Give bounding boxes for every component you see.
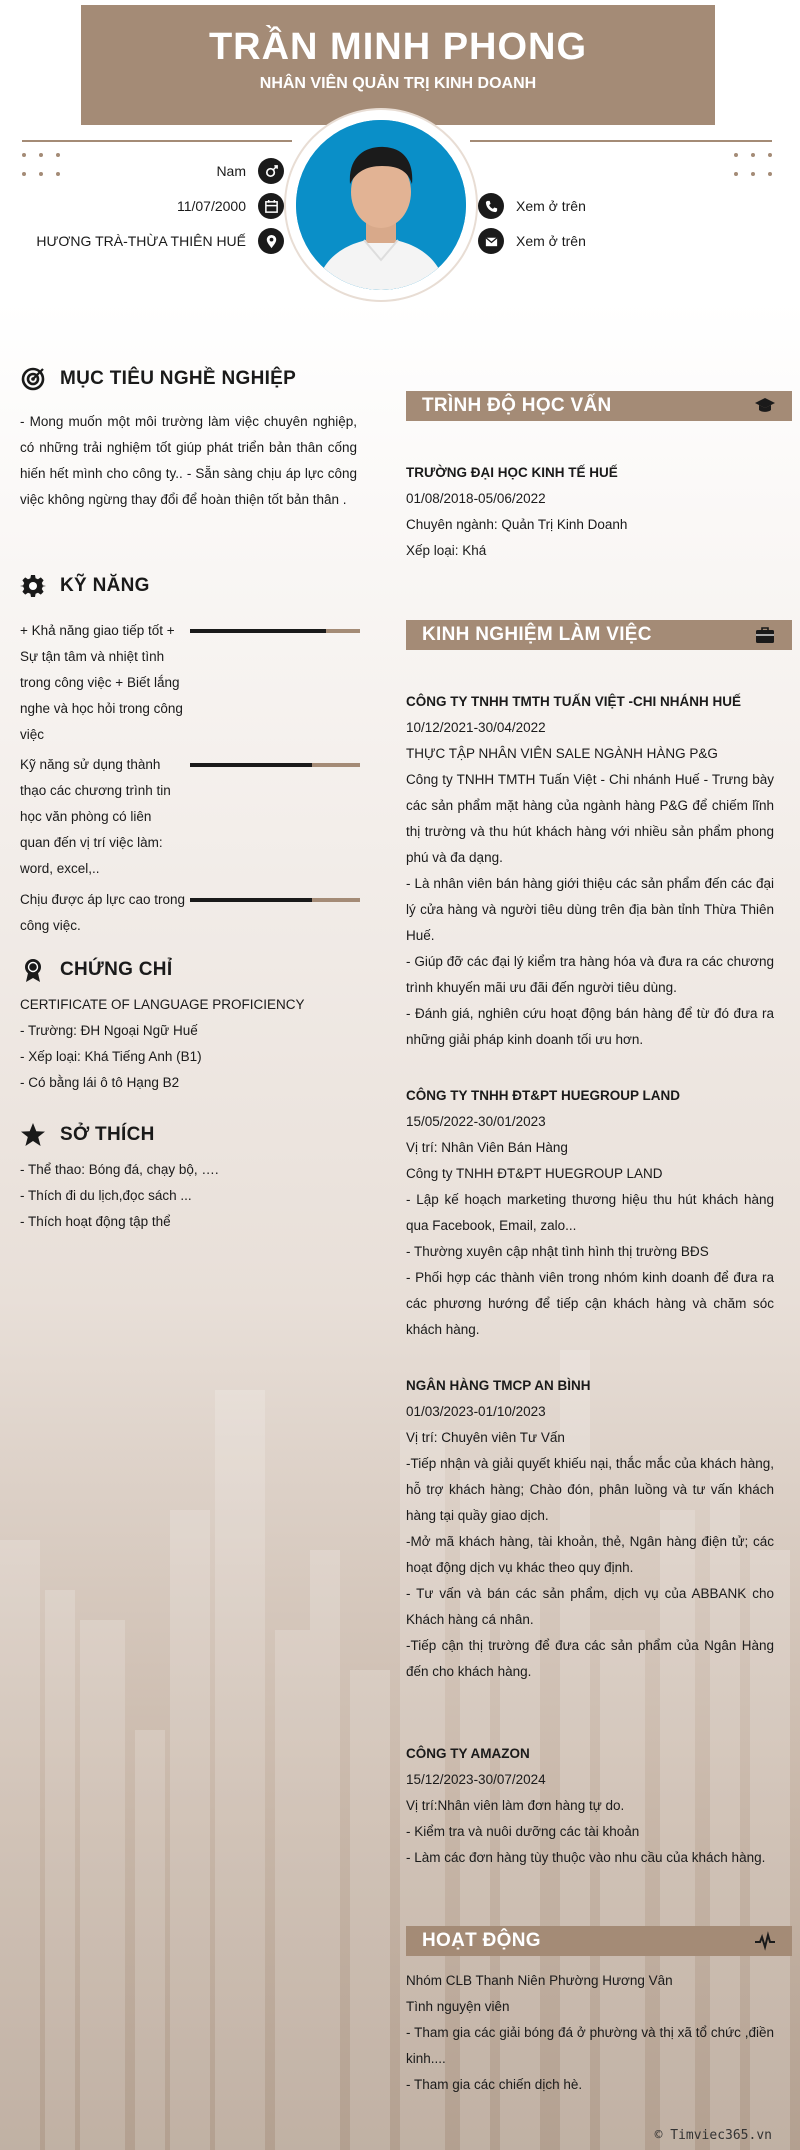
job-desc: - Đánh giá, nghiên cứu hoạt động bán hàng để từ đó đưa ra những giải pháp kinh doanh tối ưu hơn. [406,1006,774,1047]
objective-heading [20,366,296,392]
experience-heading [406,620,792,650]
education-title: TRÌNH ĐỘ HỌC VẤN [422,395,612,416]
experience-title: KINH NGHIỆM LÀM VIỆC [422,624,652,645]
address-value: HƯƠNG TRÀ-THỪA THIÊN HUẾ [36,233,246,249]
hobby-line: - Thích đi du lịch,đọc sách ... [20,1188,192,1203]
certificates-list [20,992,357,1096]
job-role: Vị trí: Chuyên viên Tư Vấn [406,1430,565,1445]
education-major: Chuyên ngành: Quản Trị Kinh Doanh [406,517,628,532]
job-role: Vị trí:Nhân viên làm đơn hàng tự do. [406,1798,625,1813]
job-desc: - Lập kế hoạch marketing thương hiệu thu hút khách hàng qua Facebook, Email, zalo... [406,1192,774,1233]
dots-right [734,153,772,176]
skill-bar [190,898,360,902]
school-name: TRƯỜNG ĐẠI HỌC KINH TẾ HUẾ [406,465,618,480]
education-period: 01/08/2018-05/06/2022 [406,491,546,506]
job-period: 15/05/2022-30/01/2023 [406,1114,546,1129]
info-birthday [40,193,284,219]
certificates-heading [20,957,172,983]
birthday-value: 11/07/2000 [176,198,246,214]
job-desc: - Tư vấn và bán các sản phẩm, dịch vụ của ABBANK cho Khách hàng cá nhân. [406,1586,774,1627]
gear-icon [20,573,46,599]
activity-line: - Tham gia các giải bóng đá ở phường và thị xã tổ chức ,điền kinh.... [406,2025,774,2066]
education-grade: Xếp loại: Khá [406,543,487,558]
hobbies-title: SỞ THÍCH [60,1124,155,1145]
job-block [406,1741,774,1871]
certificates-title: CHỨNG CHỈ [60,959,173,980]
skill-bar-fill [190,898,312,902]
job-company: CÔNG TY TNHH TMTH TUẤN VIỆT -CHI NHÁNH HUẾ [406,694,741,709]
objective-text: - Mong muốn một môi trường làm việc chuyên nghiệp, có những trải nghiệm tốt giúp phát triển bản thân cống hiến hết mình cho công ty.. - Sẵn sàng chịu áp lực công việc không ngừng thay đổi để hoàn thiện tốt bản thân . [20,414,357,507]
job-desc: -Tiếp cận thị trường để đưa các sản phẩm của Ngân Hàng đến cho khách hàng. [406,1638,774,1679]
certificate-line: - Trường: ĐH Ngoại Ngữ Huế [20,1023,198,1038]
info-email [478,228,738,254]
avatar [286,110,476,300]
job-desc: - Là nhân viên bán hàng giới thiệu các sản phẩm đến các đại lý cửa hàng và người tiêu dùng trên địa bàn tỉnh Thừa Thiên Huế. [406,876,774,943]
skill-bar [190,629,360,633]
activity-line: Tình nguyện viên [406,1999,510,2014]
profile-photo [296,120,466,290]
skills-heading [20,573,150,599]
job-desc: Công ty TNHH TMTH Tuấn Việt - Chi nhánh Huế - Trưng bày các sản phẩm mặt hàng của ngành hàng P&G để chiếm lĩnh thị trường và thu hút khách hàng với nhiều sản phẩm phong phú và đa dạng. [406,772,774,865]
job-desc: - Giúp đỡ các đại lý kiểm tra hàng hóa và đưa ra các chương trình khuyến mãi ưu đãi đến người tiêu dùng. [406,954,774,995]
info-gender [40,158,284,184]
skill-item [20,618,360,748]
certificate-line: CERTIFICATE OF LANGUAGE PROFICIENCY [20,997,305,1012]
divider-left [22,140,292,142]
location-icon [258,228,284,254]
pulse-icon [754,1930,776,1952]
job-desc: -Mở mã khách hàng, tài khoản, thẻ, Ngân hàng điện tử; các hoạt động dịch vụ khác theo quy định. [406,1534,774,1575]
skill-bar-fill [190,763,312,767]
education-block [406,460,774,564]
skill-item [20,752,360,882]
skill-item [20,887,360,939]
job-company: CÔNG TY AMAZON [406,1746,530,1761]
hobbies-heading [20,1122,155,1148]
skills-title: KỸ NĂNG [60,575,150,596]
skill-label: Kỹ năng sử dụng thành thạo các chương trình tin học văn phòng có liên quan đến vị trí việc làm: word, excel,.. [20,757,171,876]
job-desc: - Làm các đơn hàng tùy thuộc vào nhu cầu của khách hàng. [406,1850,766,1865]
certificate-line: - Xếp loại: Khá Tiếng Anh (B1) [20,1049,202,1064]
award-icon [20,957,46,983]
phone-icon [478,193,504,219]
hobby-line: - Thể thao: Bóng đá, chạy bộ, …. [20,1162,219,1177]
job-block [406,1083,774,1343]
info-address [20,228,284,254]
activity-line: Nhóm CLB Thanh Niên Phường Hương Vân [406,1973,673,1988]
job-desc: - Thường xuyên cập nhật tình hình thị trường BĐS [406,1244,709,1259]
job-period: 01/03/2023-01/10/2023 [406,1404,546,1419]
job-block [406,1373,774,1685]
email-value[interactable]: Xem ở trên [516,233,586,249]
activities-block [406,1968,774,2098]
calendar-icon [258,193,284,219]
gender-icon [258,158,284,184]
activities-title: HOẠT ĐỘNG [422,1930,541,1951]
skill-bar-fill [190,629,326,633]
skill-label: Chịu được áp lực cao trong công việc. [20,892,186,933]
job-desc: Công ty TNHH ĐT&PT HUEGROUP LAND [406,1166,663,1181]
job-role: Vị trí: Nhân Viên Bán Hàng [406,1140,568,1155]
header-banner [81,5,715,125]
divider-right [470,140,772,142]
job-period: 10/12/2021-30/04/2022 [406,720,546,735]
activity-line: - Tham gia các chiến dịch hè. [406,2077,583,2092]
gender-value: Nam [216,163,246,179]
star-icon [20,1122,46,1148]
job-desc: -Tiếp nhận và giải quyết khiếu nại, thắc mắc của khách hàng, hỗ trợ khách hàng; Chào đón, phân luồng và tư vấn khách hàng tại quầy giao dịch. [406,1456,774,1523]
job-company: CÔNG TY TNHH ĐT&PT HUEGROUP LAND [406,1088,681,1103]
briefcase-icon [754,624,776,646]
objective-title: MỤC TIÊU NGHỀ NGHIỆP [60,368,297,389]
hobbies-list [20,1157,357,1235]
hobby-line: - Thích hoạt động tập thể [20,1214,171,1229]
job-role: THỰC TẬP NHÂN VIÊN SALE NGÀNH HÀNG P&G [406,746,718,761]
candidate-position: NHÂN VIÊN QUẢN TRỊ KINH DOANH [259,75,537,92]
job-company: NGÂN HÀNG TMCP AN BÌNH [406,1378,591,1393]
job-period: 15/12/2023-30/07/2024 [406,1772,546,1787]
target-icon [20,366,46,392]
graduation-cap-icon [754,395,776,417]
skill-label: + Khả năng giao tiếp tốt + Sự tận tâm và nhiệt tình trong công việc + Biết lắng nghe và học hỏi trong công việc [20,623,183,742]
job-desc: - Phối hợp các thành viên trong nhóm kinh doanh để đưa ra các phương hướng để tiếp cận khách hàng và chăm sóc khách hàng. [406,1270,774,1337]
job-desc: - Kiểm tra và nuôi dưỡng các tài khoản [406,1824,640,1839]
job-block [406,689,774,1053]
candidate-name: TRẦN MINH PHONG [208,26,588,68]
certificate-line: - Có bằng lái ô tô Hạng B2 [20,1075,180,1090]
email-icon [478,228,504,254]
footer-watermark: © Timviec365.vn [654,2128,772,2143]
info-phone [478,193,738,219]
education-heading [406,391,792,421]
phone-value[interactable]: Xem ở trên [516,198,586,214]
skill-bar [190,763,360,767]
activities-heading [406,1926,792,1956]
